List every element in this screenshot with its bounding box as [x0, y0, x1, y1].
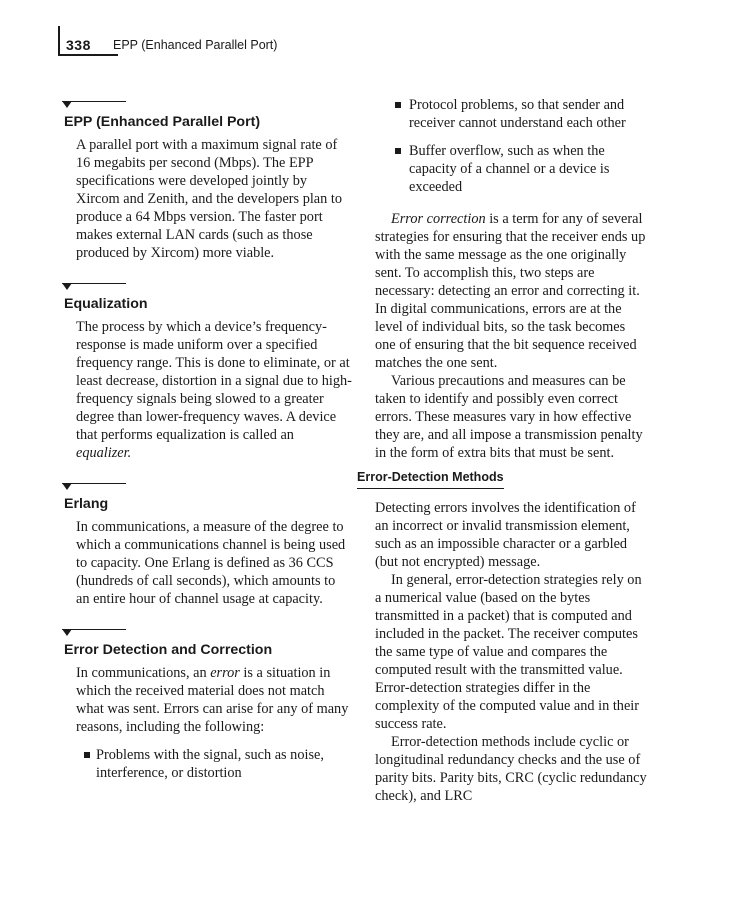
definition-text	[76, 318, 352, 462]
definition-text-part: In communications, an	[76, 665, 211, 681]
paragraph-methods: Error-detection methods include cyclic or longitudinal redundancy checks and the use of parity bits. Parity bits, CRC (cyclic redundancy check), and LRC	[375, 734, 647, 804]
term-italic: Error correction	[391, 211, 486, 227]
entry-marker	[62, 628, 352, 642]
entry-equalization	[62, 282, 352, 462]
list-item	[62, 746, 352, 782]
list-item	[375, 142, 647, 196]
list-item-text: Buffer overflow, such as when the capacity of a channel or a device is exceeded	[409, 143, 610, 195]
header-rule-horizontal	[58, 54, 118, 56]
entry-term: Error Detection and Correction	[64, 642, 273, 658]
definition-text-part: The process by which a device’s frequency-response is made uniform over a specified frequency range. This is done to eliminate, or at least decrease, distortion in a signal due to high-frequency signals being slowed to a greater degree than lower-frequency waves. A device that performs equalization is called an	[76, 319, 352, 443]
triangle-marker-icon	[62, 101, 72, 108]
bullet-list	[375, 96, 647, 196]
entry-erlang	[62, 482, 352, 608]
definition-term-italic: error	[210, 665, 240, 681]
entry-definition	[76, 136, 352, 262]
paragraph-text-part: is a term for any of several strategies for ensuring that the receiver ends up with the same message as the one originally sent. To accomplish this, two steps are necessary: detecting an error and correcting it. In digital communications, errors are at the level of individual bits, so the task becomes one of ensuring that the bit sequence received matches the one sent.	[375, 211, 646, 371]
entry-marker	[62, 282, 352, 296]
triangle-marker-icon	[62, 283, 72, 290]
entry-marker	[62, 100, 352, 114]
triangle-marker-icon	[62, 483, 72, 490]
left-column	[62, 100, 352, 792]
header-rule-vertical	[58, 26, 60, 56]
list-item	[375, 96, 647, 132]
entry-definition	[76, 518, 352, 608]
definition-text: In communications, a measure of the degree to which a communications channel is being used to capacity. One Erlang is defined as 36 CCS (hundreds of call seconds), which amounts to an entire hour of channel usage at capacity.	[76, 519, 346, 607]
entry-definition	[76, 318, 352, 462]
section-subheading: Error-Detection Methods	[357, 470, 504, 489]
page-number: 338	[66, 37, 91, 53]
running-head: EPP (Enhanced Parallel Port)	[113, 38, 278, 52]
entry-definition	[76, 664, 352, 736]
entry-marker	[62, 482, 352, 496]
bullet-square-icon	[395, 102, 401, 108]
entry-error-detection	[62, 628, 352, 782]
list-item-text: Problems with the signal, such as noise, interference, or distortion	[96, 747, 324, 781]
definition-text-part: is a situation in which the received material does not match what was sent. Errors can arise for any of many reasons, including the following:	[76, 665, 349, 735]
definition-term-italic: equalizer.	[76, 445, 132, 461]
paragraph-precautions: Various precautions and measures can be taken to identify and possibly even correct errors. These measures vary in how effective they are, and all impose a transmission penalty in the form of extra bits that must be sent.	[375, 373, 643, 461]
list-item-text: Protocol problems, so that sender and receiver cannot understand each other	[409, 97, 626, 131]
paragraph-error-correction	[375, 210, 647, 372]
entry-epp	[62, 100, 352, 262]
definition-text	[76, 664, 352, 736]
right-column	[357, 96, 647, 805]
entry-term: EPP (Enhanced Parallel Port)	[64, 114, 261, 130]
entry-term: Erlang	[64, 496, 109, 512]
bullet-square-icon	[84, 752, 90, 758]
bullet-list	[62, 746, 352, 782]
paragraph-general: In general, error-detection strategies rely on a numerical value (based on the bytes transmitted in a packet) that is computed and included in the packet. The receiver computes the same type of value and compares the computed result with the transmitted value. Error-detection strategies differ in the complexity of the computed value and in their success rate.	[375, 572, 642, 732]
triangle-marker-icon	[62, 629, 72, 636]
bullet-square-icon	[395, 148, 401, 154]
paragraph-detecting: Detecting errors involves the identification of an incorrect or invalid transmission element, such as an impossible character or a garbled (but not encrypted) message.	[375, 500, 636, 570]
definition-text: A parallel port with a maximum signal rate of 16 megabits per second (Mbps). The EPP specifications were developed jointly by Xircom and Zenith, and the developers plan to produce a 64 Mbps version. The faster port makes external LAN cards (such as those produced by Xircom) more viable.	[76, 137, 343, 261]
entry-term: Equalization	[64, 296, 148, 312]
